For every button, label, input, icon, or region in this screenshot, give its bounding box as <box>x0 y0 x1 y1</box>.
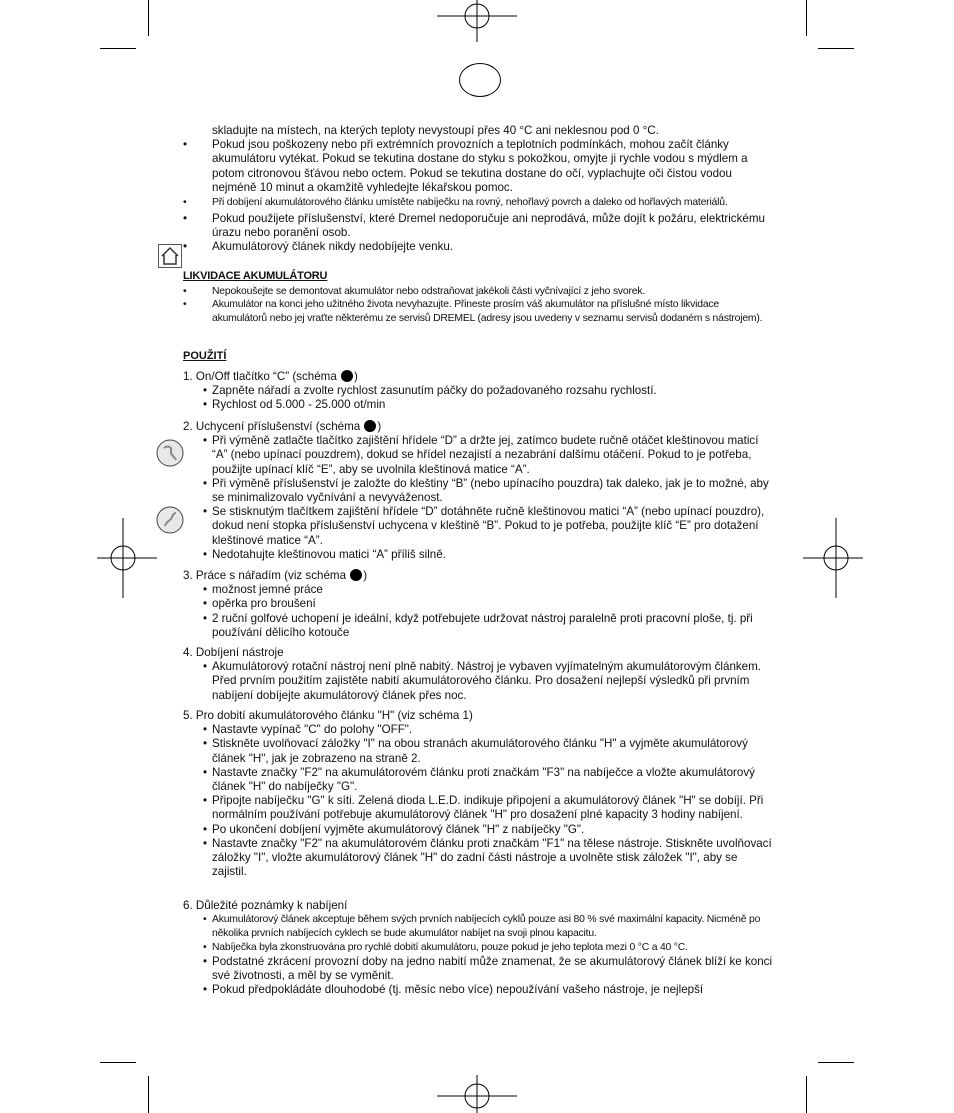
list-item: • Při výměně zatlačte tlačítko zajištění hřídele “D” a držte jej, zatímco budete ručně otáčet kleštinovou maticí “A” (nebo upínací pouzdrem), dokud se hřídel nezajistí a nezabrání dalšímu otáčení. Pokud to je potřeba, použijte upínací klíč “E”, aby se uvolnila kleštinová matice “A”. <box>203 434 759 476</box>
usage-section-6 <box>183 899 773 998</box>
list-item: • Akumulátor na konci jeho užitného života nevyhazujte. Přineste prosím váš akumulátor na příslušné místo likvidace akumulátorů nebo jej vraťte některému ze servisů DREMEL (adresy jsou uvedeny v seznamu servisů dodaném s nástrojem). <box>183 299 763 324</box>
list-item: • Nastavte vypínač "C" do polohy "OFF". <box>203 723 413 737</box>
crop-mark <box>818 1062 854 1063</box>
registration-mark-bottom <box>437 1075 517 1113</box>
disposal-block <box>183 270 773 325</box>
registration-mark-top <box>437 0 517 42</box>
list-item: • možnost jemné práce <box>203 583 323 597</box>
section-heading: LIKVIDACE AKUMULÁTORU <box>183 270 328 282</box>
list-item: • Pokud jsou poškozeny nebo při extrémních provozních a teplotních podmínkách, mohou začít články akumulátoru vytékat. Pokud se tekutina dostane do styku s pokožkou, omyjte ji rychle vodou s mýdlem a potom citronovou šťávou nebo octem. Pokud se tekutina dostane do očí, vyplachujte oči čistou vodou nejméně 10 minut a okamžitě vyhledejte lékařskou pomoc. <box>183 138 748 194</box>
list-item: • Při výměně příslušenství je založte do kleštiny “B” (nebo upínacího pouzdra) tak daleko, jak je to možné, aby se minimalizovalo vyčnívání a nevyváženost. <box>203 476 769 505</box>
crop-mark <box>148 0 149 36</box>
list-item: • Nabíječka byla zkonstruována pro rychlé dobití akumulátoru, pouze pokud je jeho teplota mezi 0 °C a 40 °C. <box>203 942 688 954</box>
list-item: • Stiskněte uvolňovací záložky "I" na obou stranách akumulátorového článku "H" a vyjměte akumulátorový článek "H", jak je zobrazeno na straně 2. <box>203 737 748 765</box>
usage-section-2 <box>183 420 773 562</box>
subsection-title: 4. Dobíjení nástroje <box>183 646 284 659</box>
usage-section-4 <box>183 646 773 703</box>
crop-mark <box>806 1076 807 1113</box>
list-item: • Rychlost od 5.000 - 25.000 ot/min <box>203 398 386 412</box>
figure-reference-dot <box>364 420 376 432</box>
list-item: • opěrka pro broušení <box>203 597 316 611</box>
list-item: • Nepokoušejte se demontovat akumulátor nebo odstraňovat jakékoli části vyčnívající z jeho svorek. <box>183 285 646 297</box>
crop-mark <box>100 1062 136 1063</box>
subsection-title: 1. On/Off tlačítko “C” (schéma ) <box>183 370 358 383</box>
list-item: • Se stisknutým tlačítkem zajištění hřídele “D” dotáhněte ručně kleštinovou matici “A” (nebo upínací pouzdro), dokud není stopka příslušenství uchycena v kleštině “B”. Pokud to je potřeba, použijte klíč “E” pro dotažení kleštinové matice “A”. <box>203 505 765 547</box>
list-item: • Pokud předpokládáte dlouhodobé (tj. měsíc nebo více) nepoužívání vašeho nástroje, je nejlepší <box>203 983 704 997</box>
list-item: • 2 ruční golfové uchopení je ideální, když potřebujete udržovat nástroj paralelně proti pracovní ploše, tj. při používání dělicího kotouče <box>203 611 753 639</box>
list-item: • Po ukončení dobíjení vyjměte akumulátorový článek "H" z nabíječky "G". <box>203 822 585 836</box>
list-item: • Podstatné zkrácení provozní doby na jedno nabití může znamenat, že se akumulátorový článek blíží ke konci své životnosti, a měl by se vyměnit. <box>203 954 773 983</box>
list-item: • Nastavte značky "F2" na akumulátorovém článku proti značkám "F3" na nabíječce a vložte akumulátorový článek "H" do nabíječky "G". <box>203 765 755 794</box>
figure-reference-dot <box>341 370 353 382</box>
usage-section-5 <box>183 709 773 879</box>
list-item: • Akumulátorový článek akceptuje během svých prvních nabíjecích cyklů pouze asi 80 % své maximální kapacity. Nicméně po několika prvních nabíjecích cyklech se bude akumulátor nabíjet na svoji plnou kapacitu. <box>203 914 761 939</box>
subsection-title: 3. Práce s nářadím (viz schéma ) <box>183 569 368 582</box>
subsection-title: 5. Pro dobití akumulátorového článku "H" (viz schéma 1) <box>183 709 473 722</box>
list-item: • Akumulátorový rotační nástroj není plně nabitý. Nástroj je vybaven vyjímatelným akumulátorovým článkem. Před prvním použitím zajistěte nabití akumulátorového článku. Pro dosažení nejlepší výsledků při prvním nabíjení dobíjejte akumulátorový článek přes noc. <box>203 660 762 702</box>
list-item: • Nedotahujte kleštinovou matici “A” příliš silně. <box>203 547 446 561</box>
crop-mark <box>806 0 807 36</box>
crop-mark <box>148 1076 149 1113</box>
section-heading: POUŽITÍ <box>183 350 227 362</box>
tool-icon-2 <box>156 506 184 534</box>
page-number-oval <box>459 63 501 97</box>
subsection-title: 2. Uchycení příslušenství (schéma ) <box>183 420 382 433</box>
list-item: • Pokud použijete příslušenství, které Dremel nedoporučuje ani neprodává, může dojít k požáru, elektrickému úrazu nebo poranění osob. <box>183 211 765 239</box>
list-item: • Akumulátorový článek nikdy nedobíjejte venku. <box>183 240 454 254</box>
list-item: • Při dobíjení akumulátorového článku umístěte nabíječku na rovný, nehořlavý povrch a daleko od hořlavých materiálů. <box>183 197 728 209</box>
list-item: • Zapněte nářadí a zvolte rychlost zasunutím páčky do požadovaného rozsahu rychlostí. <box>203 384 657 398</box>
tool-icon-1 <box>156 439 184 467</box>
subsection-title: 6. Důležité poznámky k nabíjení <box>183 899 348 912</box>
safety-block <box>183 124 773 254</box>
figure-reference-dot <box>350 569 362 581</box>
list-item: • Připojte nabíječku "G" k síti. Zelená dioda L.E.D. indikuje připojení a akumulátorový článek "H" se dobíjí. Při normálním používání potřebuje akumulátorový článek "H" pro dosažení plné kapacity 3 hodiny nabíjení. <box>203 794 764 822</box>
house-icon <box>158 244 182 268</box>
registration-mark-right <box>803 518 863 598</box>
list-item: • Nastavte značky "F2" na akumulátorovém článku proti značkám "F1" na tělese nástroje. Stiskněte uvolňovací záložky "I", vložte akumulátorový článek "H" do zadní části nástroje a uvolněte stisk záložek "I", aby se zajistil. <box>203 836 772 879</box>
paragraph: skladujte na místech, na kterých teploty nevystoupí přes 40 °C ani neklesnou pod 0 °C. <box>212 124 659 137</box>
crop-mark <box>818 48 854 49</box>
usage-section-3 <box>183 569 773 640</box>
usage-section-1 <box>183 370 773 413</box>
crop-mark <box>100 48 136 49</box>
registration-mark-left <box>97 518 157 598</box>
